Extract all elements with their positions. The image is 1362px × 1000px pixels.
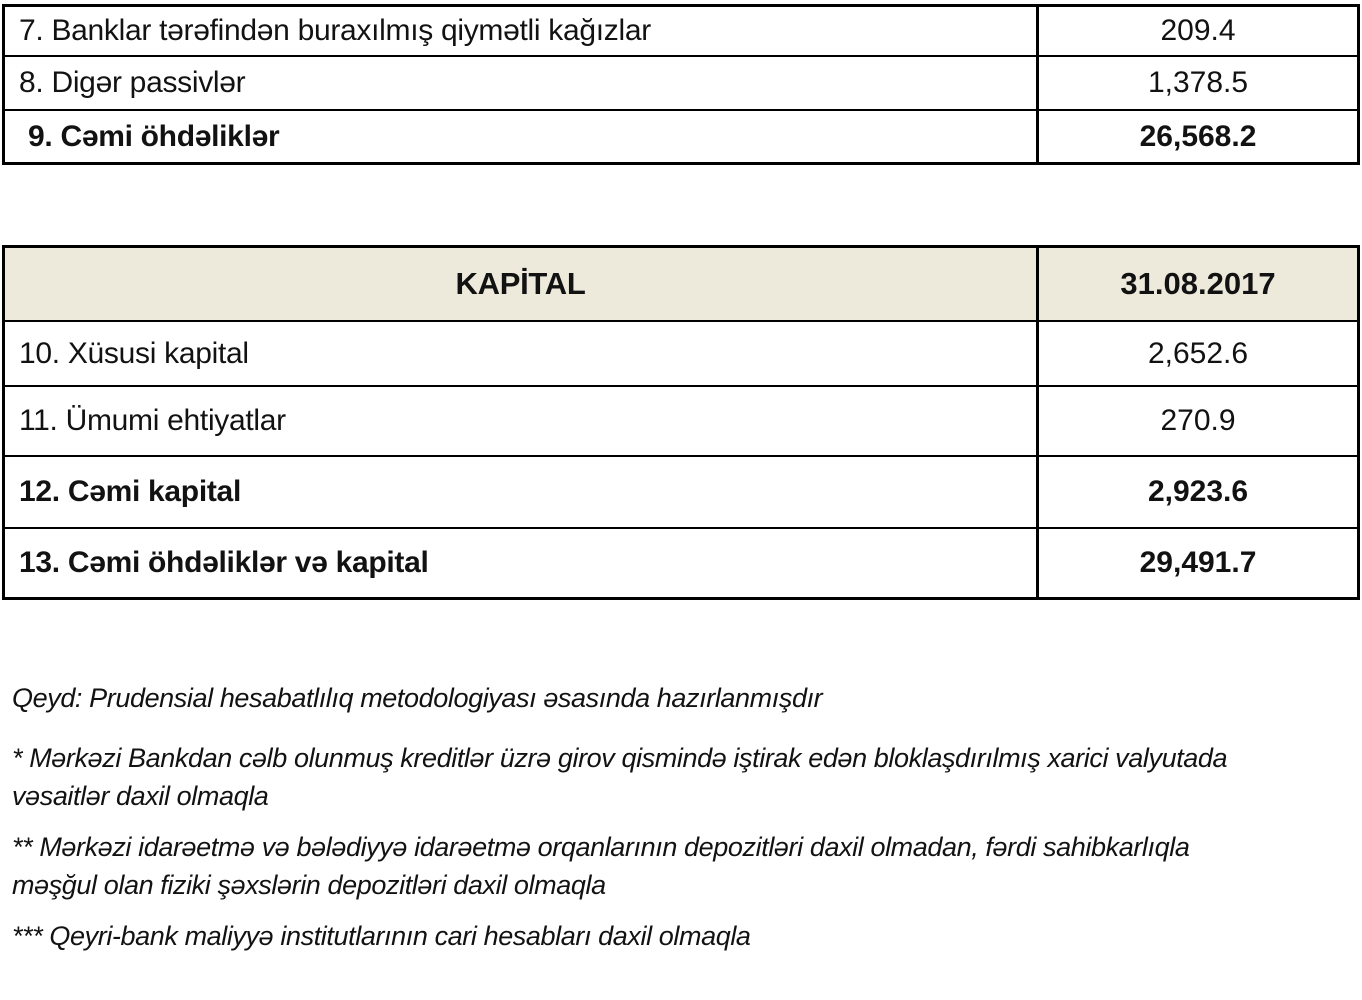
footnote-line: ** Mərkəzi idarəetmə və bələdiyyə idarəetmə orqanlarının depozitləri daxil olmadan, fərdi sahibkarlıqla xyxy=(12,832,1190,862)
liabilities-table xyxy=(2,4,1360,165)
capital-header-title: KAPİTAL xyxy=(455,266,586,301)
table-row-total-capital xyxy=(5,455,1357,527)
row-value: 29,491.7 xyxy=(1036,529,1357,597)
row-label: 11. Ümumi ehtiyatlar xyxy=(19,404,286,437)
table-row xyxy=(5,385,1357,455)
row-label: 13. Cəmi öhdəliklər və kapital xyxy=(19,546,429,579)
table-row-total-liabilities xyxy=(5,109,1357,162)
row-value: 209.4 xyxy=(1036,7,1357,55)
footnote-three-star: *** Qeyri-bank maliyyə institutlarının cari hesabları daxil olmaqla xyxy=(12,921,751,951)
capital-header-date: 31.08.2017 xyxy=(1036,248,1357,320)
footnote-line: məşğul olan fiziki şəxslərin depozitləri daxil olmaqla xyxy=(12,870,606,900)
note-methodology: Qeyd: Prudensial hesabatlılıq metodologiyası əsasında hazırlanmışdır xyxy=(12,683,823,713)
row-label: 9. Cəmi öhdəliklər xyxy=(28,119,280,153)
row-label: 7. Banklar tərəfindən buraxılmış qiymətli kağızlar xyxy=(19,14,651,47)
row-value: 2,923.6 xyxy=(1036,457,1357,527)
row-value: 26,568.2 xyxy=(1036,111,1357,162)
row-label: 8. Digər passivlər xyxy=(19,66,246,99)
footnote-line: * Mərkəzi Bankdan cəlb olunmuş kreditlər üzrə girov qismində iştirak edən bloklaşdırılmış xarici valyutada xyxy=(12,743,1228,773)
footnote-line: vəsaitlər daxil olmaqla xyxy=(12,781,269,811)
row-value: 2,652.6 xyxy=(1036,322,1357,385)
row-value: 270.9 xyxy=(1036,387,1357,455)
row-label: 12. Cəmi kapital xyxy=(19,475,241,508)
table-row-total-liabilities-and-capital xyxy=(5,527,1357,597)
footnote-one-star xyxy=(12,739,1227,815)
table-row xyxy=(5,7,1357,55)
row-value: 1,378.5 xyxy=(1036,57,1357,109)
capital-table-header-row xyxy=(5,248,1357,320)
table-row xyxy=(5,320,1357,385)
row-label: 10. Xüsusi kapital xyxy=(19,336,249,370)
footnote-two-star xyxy=(12,828,1189,904)
table-row xyxy=(5,55,1357,109)
capital-table xyxy=(2,245,1360,600)
